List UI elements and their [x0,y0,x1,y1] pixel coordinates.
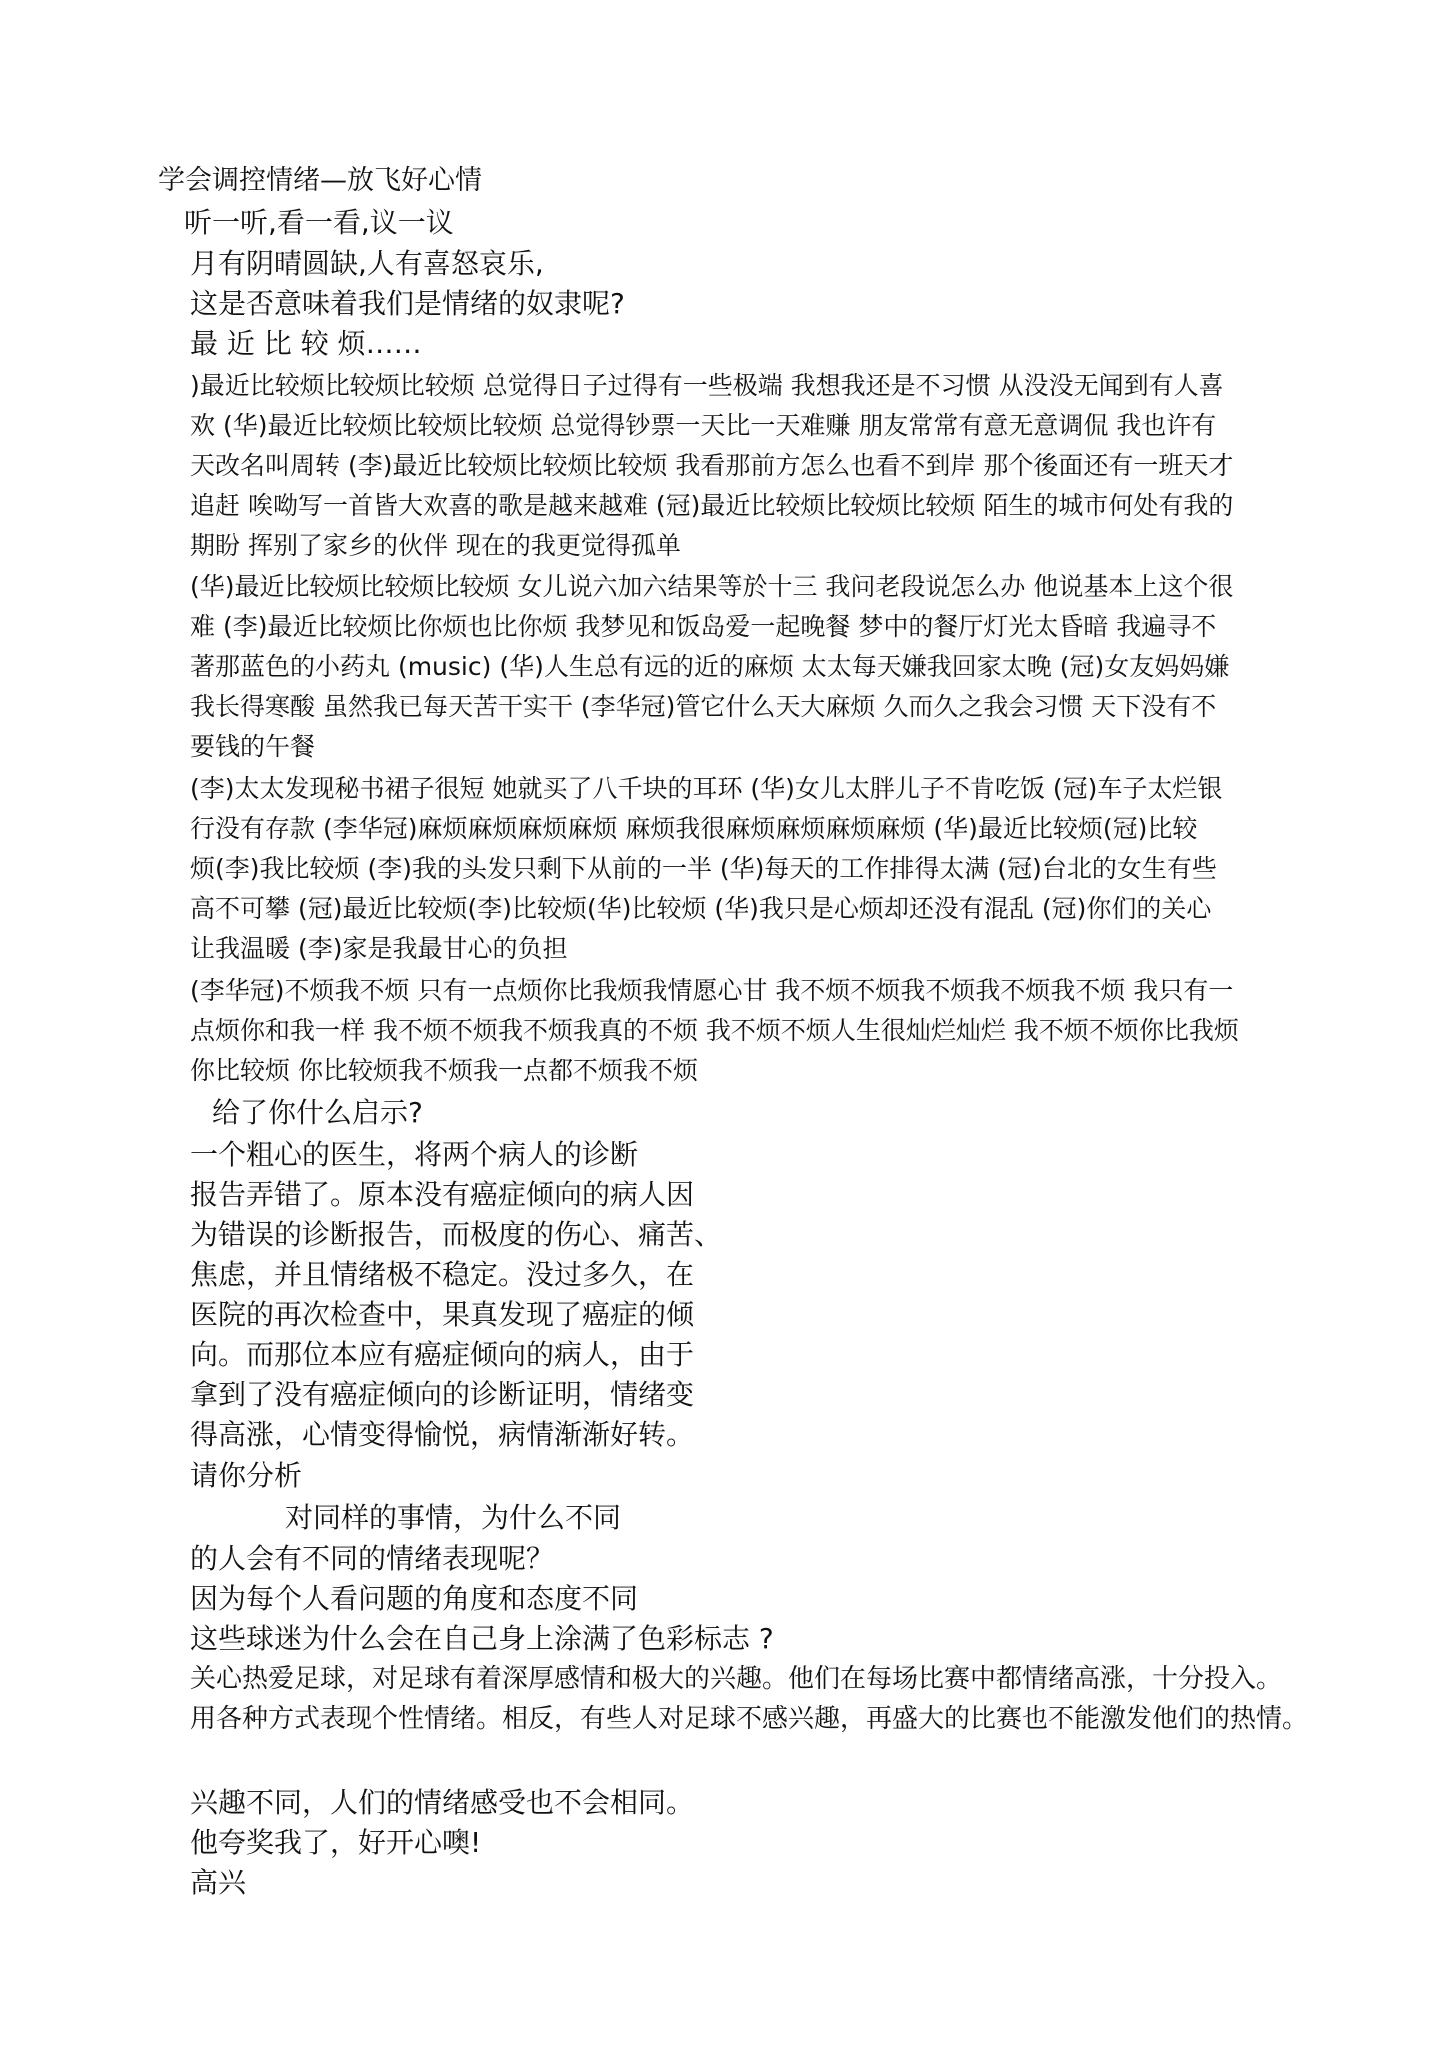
soccer-question: 这些球迷为什么会在自己身上涂满了色彩标志 ? [190,1622,774,1655]
document-title: 学会调控情绪—放飞好心情 [158,165,482,196]
lyrics-line-11: (李)太太发现秘书裙子很短 她就买了八千块的耳环 (华)女儿太胖儿子不肯吃饭 (冠)车子太烂银 [190,774,1223,803]
lyrics-line-3: 天改名叫周转 (李)最近比较烦比较烦比较烦 我看那前方怎么也看不到岸 那个後面还有一班天才 [190,451,1234,480]
story-line-5: 医院的再次检查中，果真发现了癌症的倾 [190,1298,695,1331]
analysis-question-line-2: 的人会有不同的情绪表现呢？ [190,1542,555,1575]
lyrics-line-8: 著那蓝色的小药丸 (music) (华)人生总有远的近的麻烦 太太每天嫌我回家太晚 (冠)女友妈妈嫌 [190,652,1230,681]
lyrics-line-16: (李华冠)不烦我不烦 只有一点烦你比我烦我情愿心甘 我不烦不烦我不烦我不烦我不烦 我只有一 [190,976,1234,1005]
intro-line-2: 这是否意味着我们是情绪的奴隶呢? [190,287,625,320]
story-line-4: 焦虑，并且情绪极不稳定。没过多久，在 [190,1258,695,1291]
lyrics-line-17: 点烦你和我一样 我不烦不烦我不烦我真的不烦 我不烦不烦人生很灿烂灿烂 我不烦不烦你比我烦 [190,1016,1239,1045]
lyrics-line-2: 欢 (华)最近比较烦比较烦比较烦 总觉得钞票一天比一天难赚 朋友常常有意无意调侃 我也许有 [190,411,1217,440]
story-line-7: 拿到了没有癌症倾向的诊断证明，情绪变 [190,1378,695,1411]
analysis-question-line-1: 对同样的事情，为什么不同 [285,1501,622,1534]
lyrics-line-15: 让我温暖 (李)家是我最甘心的负担 [190,934,568,963]
lyrics-line-4: 追赶 唉呦写一首皆大欢喜的歌是越来越难 (冠)最近比较烦比较烦比较烦 陌生的城市何处有我的 [190,491,1234,520]
intro-line-1: 月有阴晴圆缺,人有喜怒哀乐, [190,247,544,280]
conclusion: 兴趣不同，人们的情绪感受也不会相同。 [190,1786,695,1819]
story-line-3: 为错误的诊断报告，而极度的伤心、痛苦、 [190,1218,723,1251]
story-line-8: 得高涨，心情变得愉悦，病情渐渐好转。 [190,1418,695,1451]
question-1: 给了你什么启示? [212,1096,423,1129]
lyrics-line-18: 你比较烦 你比较烦我不烦我一点都不烦我不烦 [190,1056,698,1085]
analysis-answer: 因为每个人看问题的角度和态度不同 [190,1582,639,1615]
soccer-answer-line-1: 关心热爱足球，对足球有着深厚感情和极大的兴趣。他们在每场比赛中都情绪高涨，十分投入。 [190,1664,1283,1694]
lyrics-line-12: 行没有存款 (李华冠)麻烦麻烦麻烦麻烦 麻烦我很麻烦麻烦麻烦麻烦 (华)最近比较烦(冠)比较 [190,814,1198,843]
analysis-label: 请你分析 [190,1459,303,1492]
lyrics-line-6: (华)最近比较烦比较烦比较烦 女儿说六加六结果等於十三 我问老段说怎么办 他说基本上这个很 [190,572,1234,601]
story-line-1: 一个粗心的医生，将两个病人的诊断 [190,1138,639,1171]
soccer-answer-line-2: 用各种方式表现个性情绪。相反，有些人对足球不感兴趣，再盛大的比赛也不能激发他们的热情。 [190,1704,1309,1734]
lyrics-line-1: )最近比较烦比较烦比较烦 总觉得日子过得有一些极端 我想我还是不习惯 从没没无闻到有人喜 [190,371,1224,400]
lyrics-line-7: 难 (李)最近比较烦比你烦也比你烦 我梦见和饭岛爱一起晚餐 梦中的餐厅灯光太昏暗 我遍寻不 [190,612,1217,641]
lyrics-line-5: 期盼 挥别了家乡的伙伴 现在的我更觉得孤单 [190,531,681,560]
intro-line-3: 最 近 比 较 烦…… [190,327,422,360]
emotion-word: 高兴 [190,1866,247,1899]
lyrics-line-14: 高不可攀 (冠)最近比较烦(李)比较烦(华)比较烦 (华)我只是心烦却还没有混乱 (冠)你们的关心 [190,894,1212,923]
lyrics-line-13: 烦(李)我比较烦 (李)我的头发只剩下从前的一半 (华)每天的工作排得太满 (冠)台北的女生有些 [190,854,1217,883]
story-line-2: 报告弄错了。原本没有癌症倾向的病人因 [190,1178,695,1211]
praise-line: 他夸奖我了，好开心噢! [190,1826,482,1859]
section-heading: 听一听,看一看,议一议 [184,206,454,239]
lyrics-line-9: 我长得寒酸 虽然我已每天苦干实干 (李华冠)管它什么天大麻烦 久而久之我会习惯 天下没有不 [190,692,1217,721]
lyrics-line-10: 要钱的午餐 [190,732,316,761]
story-line-6: 向。而那位本应有癌症倾向的病人，由于 [190,1338,695,1371]
